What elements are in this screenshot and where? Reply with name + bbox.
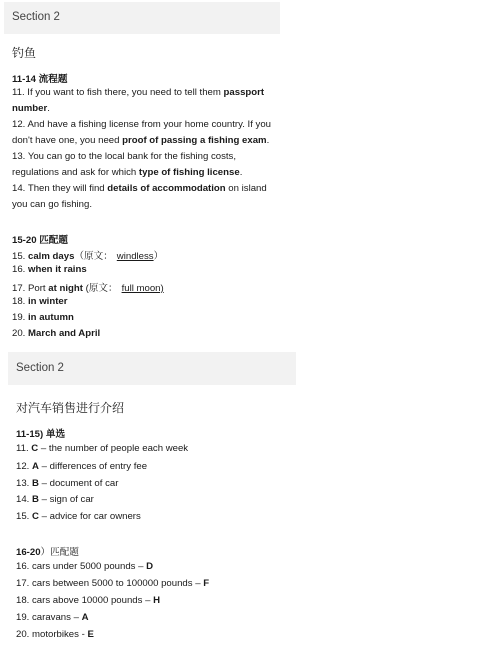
answer-line: 18. in winter <box>12 296 68 307</box>
section-title: 对汽车销售进行介绍 <box>16 401 125 415</box>
heading-matching: 15-20 匹配题 <box>12 235 68 246</box>
section-header <box>8 352 296 385</box>
section-header-label: Section 2 <box>16 362 64 374</box>
answer-line: 13. B – document of car <box>16 478 119 489</box>
answer-line: 15. C – advice for car owners <box>16 511 141 522</box>
answer-line: 11. If you want to fish there, you need to tell them passport <box>12 87 265 98</box>
answer-line: 14. Then they will find details of accommodation on island <box>12 183 267 194</box>
answer-line: 16. when it rains <box>12 264 87 275</box>
answer-line: 20. motorbikes - E <box>16 629 94 640</box>
answer-line: 18. cars above 10000 pounds – H <box>16 595 161 606</box>
answer-line: don't have one, you need proof of passing a fishing exam. <box>12 135 270 146</box>
answer-line: 19. in autumn <box>12 312 74 323</box>
answer-line: 12. And have a fishing license from your home country. If you <box>12 119 271 130</box>
answer-line: 20. March and April <box>12 328 101 339</box>
section-header <box>4 2 280 34</box>
heading-single-choice: 11-15) 单选 <box>16 429 66 440</box>
answer-line: regulations and ask for which type of fishing license. <box>12 167 243 178</box>
answer-line: 17. Port at night (原文： full moon) <box>12 283 164 294</box>
answer-line: 11. C – the number of people each week <box>16 443 189 454</box>
answer-line: 12. A – differences of entry fee <box>16 461 148 472</box>
section-header-label: Section 2 <box>12 11 60 23</box>
answer-line: 19. caravans – A <box>16 612 89 623</box>
section-title: 钓鱼 <box>12 46 37 60</box>
answer-line: number. <box>12 103 50 114</box>
answer-line: 16. cars under 5000 pounds – D <box>16 561 154 572</box>
heading-process: 11-14 流程题 <box>12 74 68 85</box>
answer-line: 14. B – sign of car <box>16 494 94 505</box>
answer-line: you can go fishing. <box>12 199 93 210</box>
answer-line: 15. calm days（原文： windless） <box>12 251 164 262</box>
answer-line: 17. cars between 5000 to 100000 pounds – F <box>16 578 210 589</box>
heading-matching: 16-20）匹配题 <box>16 547 79 558</box>
answer-line: 13. You can go to the local bank for the fishing costs, <box>12 151 237 162</box>
